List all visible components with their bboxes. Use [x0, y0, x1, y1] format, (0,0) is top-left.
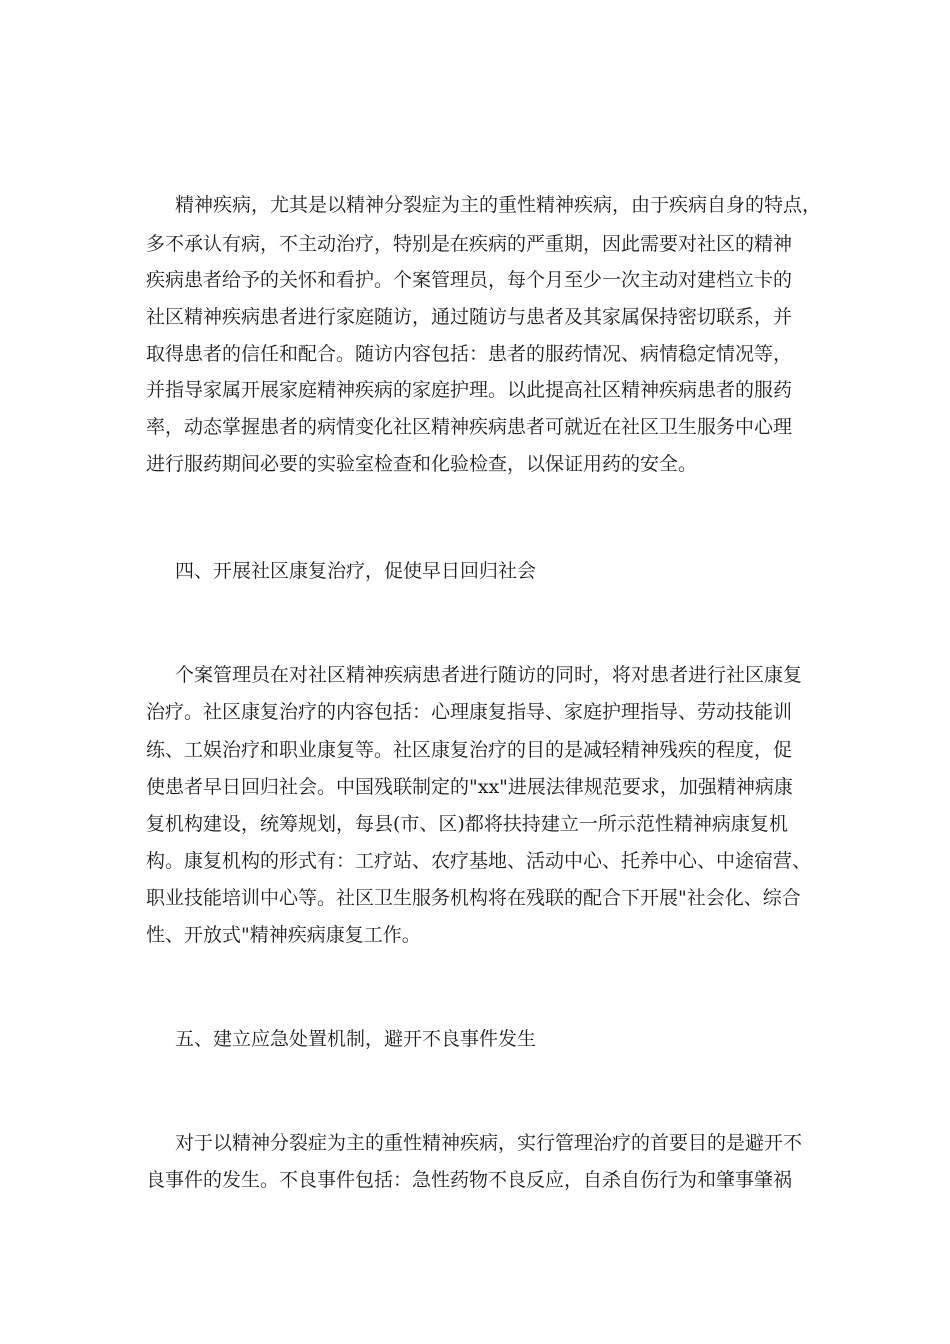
paragraph-1-line-2: 多不承认有病，不主动治疗，特别是在疾病的严重期，因此需要对社区的精神	[146, 233, 793, 255]
paragraph-3-line-1: 对于以精神分裂症为主的重性精神疾病，实行管理治疗的首要目的是避开不	[175, 1132, 803, 1154]
paragraph-2-line-2: 治疗。社区康复治疗的内容包括：心理康复指导、家庭护理指导、劳动技能训	[146, 701, 793, 723]
paragraph-2-line-6: 构。康复机构的形式有：工疗站、农疗基地、活动中心、托养中心、中途宿营、	[146, 850, 812, 872]
section-heading-4: 四、开展社区康复治疗，促使早日回归社会	[175, 560, 537, 582]
paragraph-2-line-4: 使患者早日回归社会。中国残联制定的"xx"进展法律规范要求，加强精神病康	[146, 776, 793, 798]
paragraph-1-line-5: 取得患者的信任和配合。随访内容包括：患者的服药情况、病情稳定情况等，	[146, 343, 793, 365]
paragraph-3-line-2: 良事件的发生。不良事件包括：急性药物不良反应，自杀自伤行为和肇事肇祸	[146, 1169, 793, 1191]
section-heading-5: 五、建立应急处置机制，避开不良事件发生	[175, 1028, 537, 1050]
paragraph-2-line-5: 复机构建设，统筹规划，每县(市、区)都将扶持建立一所示范性精神病康复机	[146, 813, 788, 835]
paragraph-2-line-3: 练、工娱治疗和职业康复等。社区康复治疗的目的是减轻精神残疾的程度，促	[146, 739, 793, 761]
paragraph-1-line-3: 疾病患者给予的关怀和看护。个案管理员，每个月至少一次主动对建档立卡的	[146, 269, 793, 291]
paragraph-2-line-1: 个案管理员在对社区精神疾病患者进行随访的同时，将对患者进行社区康复	[175, 664, 803, 686]
paragraph-1-line-8: 进行服药期间必要的实验室检查和化验检查，以保证用药的安全。	[146, 453, 698, 475]
paragraph-1-line-1: 精神疾病，尤其是以精神分裂症为主的重性精神疾病，由于疾病自身的特点，	[175, 194, 822, 216]
paragraph-1-line-7: 率，动态掌握患者的病情变化社区精神疾病患者可就近在社区卫生服务中心理	[146, 416, 793, 438]
paragraph-1-line-4: 社区精神疾病患者进行家庭随访，通过随访与患者及其家属保持密切联系，并	[146, 306, 793, 328]
paragraph-2-line-8: 性、开放式"精神疾病康复工作。	[146, 924, 421, 946]
paragraph-1-line-6: 并指导家属开展家庭精神疾病的家庭护理。以此提高社区精神疾病患者的服药	[146, 379, 793, 401]
paragraph-2-line-7: 职业技能培训中心等。社区卫生服务机构将在残联的配合下开展"社会化、综合	[146, 887, 801, 909]
